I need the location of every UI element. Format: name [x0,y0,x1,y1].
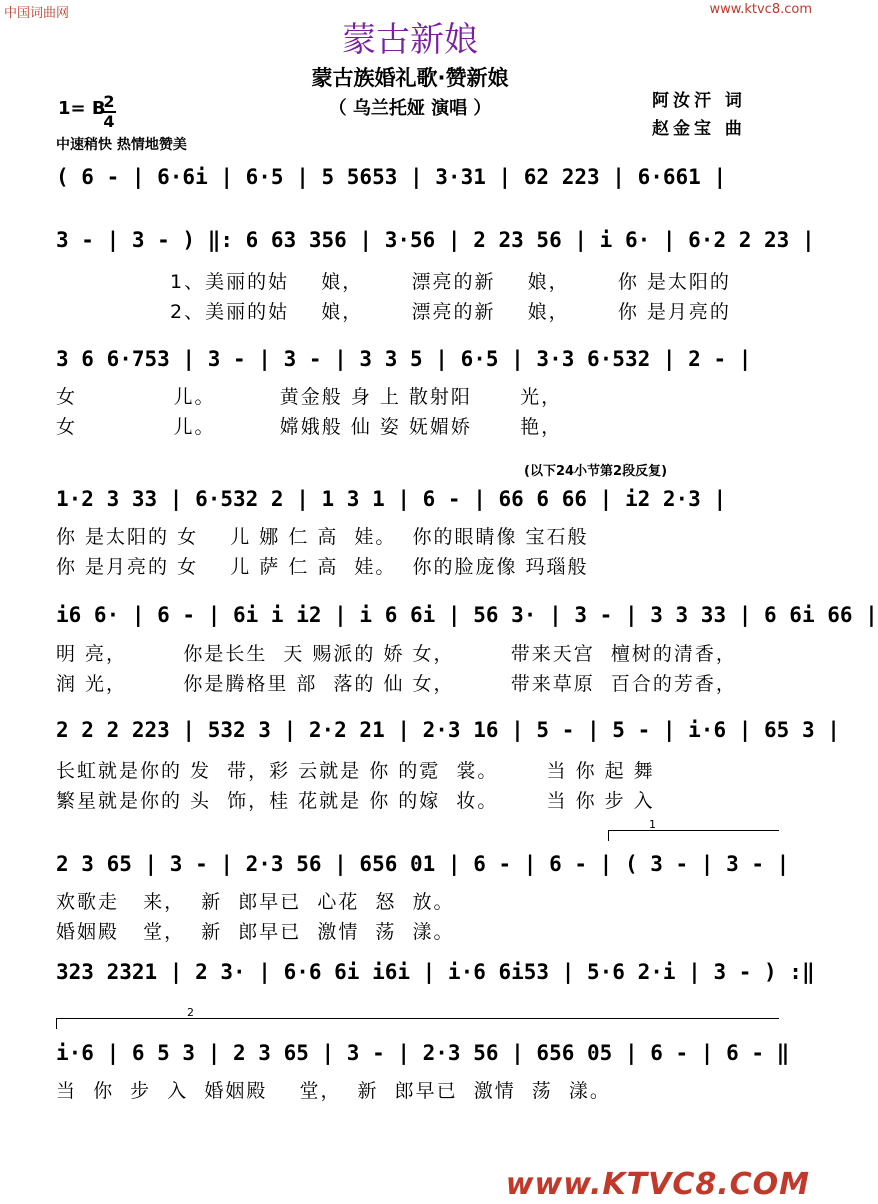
note-row-3: 3 6 6·753 | 3 - | 3 - | 3 3 5 | 6·5 | 3·3 6·532 | 2 - | [56,347,752,371]
lyricist-credit: 阿汝汗 词 [652,91,746,111]
tempo-marking: 中速稍快 热情地赞美 [56,137,187,153]
lyric-row-6-verse-1: 长虹就是你的 发 带，彩 云就是 你 的霓 裳。 当 你 起 舞 [56,760,655,782]
note-row-1: ( 6 - | 6·6i | 6·5 | 5 5653 | 3·31 | 62 223 | 6·661 | [56,165,727,189]
note-row-8: 323 2321 | 2 3· | 6·6 6i i6i | i·6 6i53 | 5·6 2·i | 3 - ) :‖ [56,960,815,984]
lyric-row-3-verse-2: 女 儿。 嫦娥般 仙 姿 妩媚娇 艳， [56,416,563,438]
song-title: 蒙古新娘 [342,20,478,60]
lyric-row-6-verse-2: 繁星就是你的 头 饰，桂 花就是 你 的嫁 妆。 当 你 步 入 [56,790,655,812]
watermark-top-right: www.ktvc8.com [709,2,812,17]
volta-bracket-1 [608,818,779,841]
volta-number-2: 2 [187,1006,194,1019]
singer-credit: （ 乌兰托娅 演唱 ） [328,98,492,119]
watermark-bottom-right: www.KTVC8.COM [505,1167,810,1202]
time-signature [102,94,116,130]
lyric-row-3-verse-1: 女 儿。 黄金般 身 上 散射阳 光， [56,386,563,408]
lyric-row-9: 当 你 步 入 婚姻殿 堂， 新 郎早已 激情 荡 漾。 [56,1080,611,1102]
lyric-row-4-verse-1: 你 是太阳的 女 儿 娜 仁 高 娃。 你的眼睛像 宝石般 [56,526,589,548]
lyric-row-5-verse-2: 润 光， 你是腾格里 部 落的 仙 女， 带来草原 百合的芳香， [56,673,737,695]
repeat-instruction: (以下24小节第2段反复) [524,464,668,479]
lyric-row-2-verse-1: 1、美丽的姑 娘， 漂亮的新 娘， 你 是太阳的 [170,271,731,293]
watermark-top-left: 中国词曲网 [4,6,70,21]
time-signature-bottom: 4 [103,112,115,131]
lyric-row-4-verse-2: 你 是月亮的 女 儿 萨 仁 高 娃。 你的脸庞像 玛瑙般 [56,556,589,578]
note-row-6: 2 2 2 223 | 532 3 | 2·2 21 | 2·3 16 | 5 - | 5 - | i·6 | 65 3 | [56,718,840,742]
volta-bracket-2 [56,1006,779,1029]
note-row-5: i6 6· | 6 - | 6i i i2 | i 6 6i | 56 3· | 3 - | 3 3 33 | 6 6i 66 | [56,603,878,627]
note-row-2: 3 - | 3 - ) ‖: 6 63 356 | 3·56 | 2 23 56 | i 6· | 6·2 2 23 | [56,228,815,252]
composer-credit: 赵金宝 曲 [652,119,746,139]
lyric-row-2-verse-2: 2、美丽的姑 娘， 漂亮的新 娘， 你 是月亮的 [170,301,731,323]
song-subtitle: 蒙古族婚礼歌·赞新娘 [311,66,509,90]
note-row-4: 1·2 3 33 | 6·532 2 | 1 3 1 | 6 - | 66 6 66 | i2 2·3 | [56,487,727,511]
note-row-7: 2 3 65 | 3 - | 2·3 56 | 656 01 | 6 - | 6 - | ( 3 - | 3 - | [56,852,790,876]
key-signature: 1= B [58,98,106,119]
time-signature-top: 2 [103,92,115,111]
lyric-row-7-verse-2: 婚姻殿 堂， 新 郎早已 激情 荡 漾。 [56,921,455,943]
lyric-row-5-verse-1: 明 亮， 你是长生 天 赐派的 娇 女， 带来天宫 檀树的清香， [56,643,737,665]
volta-number-1: 1 [649,818,656,831]
note-row-9: i·6 | 6 5 3 | 2 3 65 | 3 - | 2·3 56 | 656 05 | 6 - | 6 - ‖ [56,1041,790,1065]
lyric-row-7-verse-1: 欢歌走 来， 新 郎早已 心花 怒 放。 [56,891,455,913]
